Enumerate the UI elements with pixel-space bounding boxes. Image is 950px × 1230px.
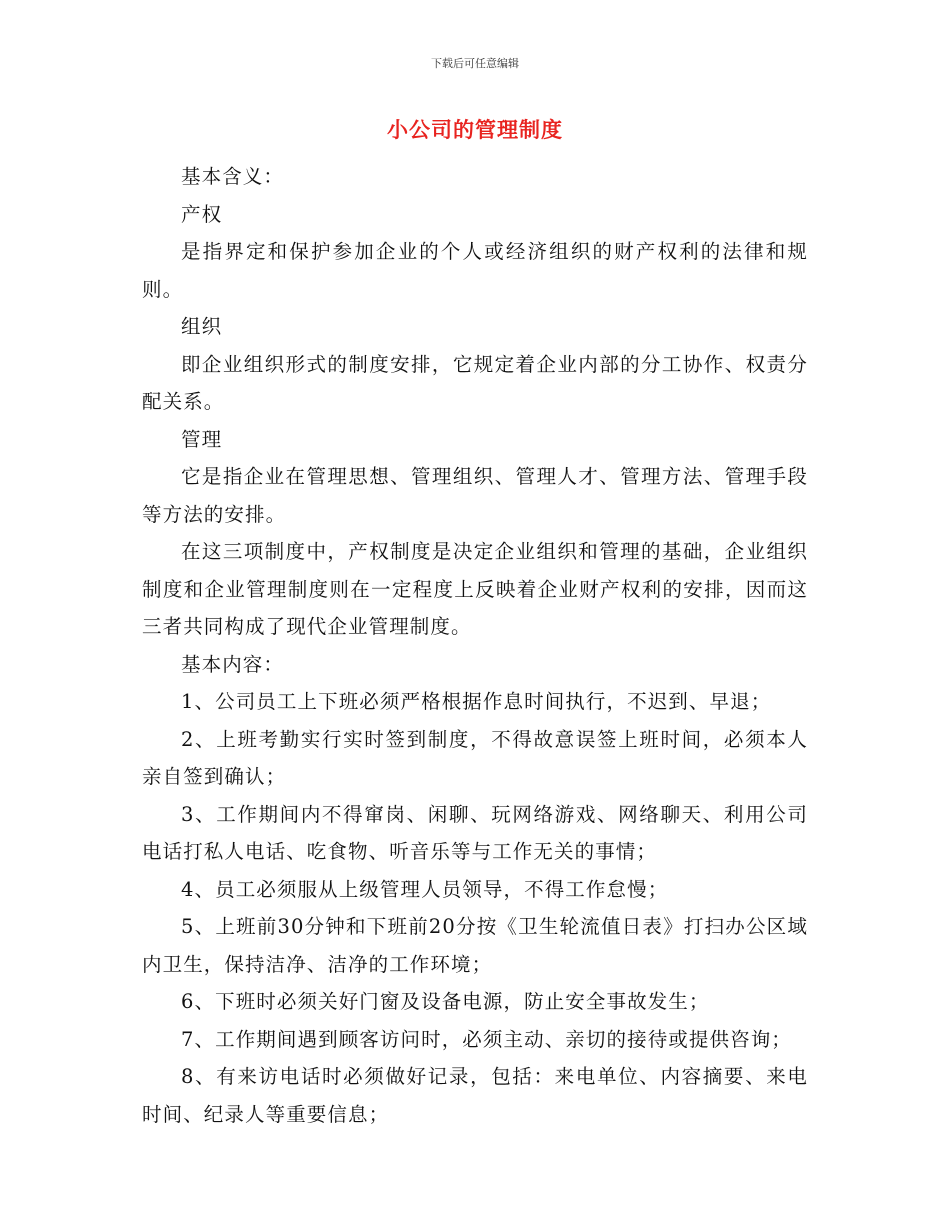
paragraph-summary: 在这三项制度中，产权制度是决定企业组织和管理的基础，企业组织制度和企业管理制度则在一定程度上反映着企业财产权利的安排，因而这三者共同构成了现代企业管理制度。 (142, 540, 808, 638)
paragraph-property-rights-heading: 产权 (181, 202, 223, 226)
paragraph-basic-meaning-heading: 基本含义： (181, 165, 285, 188)
rule-item-6: 6、下班时必须关好门窗及设备电源，防止安全事故发生； (181, 990, 710, 1013)
rule-item-7: 7、工作期间遇到顾客访问时，必须主动、亲切的接待或提供咨询； (181, 1027, 792, 1051)
paragraph-basic-content-heading: 基本内容： (181, 652, 285, 676)
paragraph-property-rights-text: 是指界定和保护参加企业的个人或经济组织的财产权利的法律和规则。 (142, 240, 808, 301)
rule-item-3: 3、工作期间内不得窜岗、闲聊、玩网络游戏、网络聊天、利用公司电话打私人电话、吃食物、听音乐等与工作无关的事情； (142, 802, 808, 863)
document-title: 小公司的管理制度 (387, 118, 563, 142)
rule-item-5: 5、上班前30分钟和下班前20分按《卫生轮流值日表》打扫办公区域内卫生，保持洁净、洁净的工作环境； (142, 915, 808, 976)
document-body (142, 158, 808, 1133)
rule-item-4: 4、员工必须服从上级管理人员领导，不得工作怠慢； (181, 877, 669, 901)
paragraph-organization-text: 即企业组织形式的制度安排，它规定着企业内部的分工协作、权责分配关系。 (142, 352, 808, 413)
rule-item-8: 8、有来访电话时必须做好记录，包括：来电单位、内容摘要、来电时间、纪录人等重要信息； (142, 1065, 808, 1126)
paragraph-organization-heading: 组织 (181, 315, 223, 338)
header-note: 下载后可任意编辑 (431, 57, 519, 70)
rule-item-2: 2、上班考勤实行实时签到制度，不得故意误签上班时间，必须本人亲自签到确认； (142, 727, 808, 788)
paragraph-management-text: 它是指企业在管理思想、管理组织、管理人才、管理方法、管理手段等方法的安排。 (142, 465, 808, 526)
rule-item-1: 1、公司员工上下班必须严格根据作息时间执行，不迟到、早退； (181, 690, 772, 713)
paragraph-management-heading: 管理 (181, 427, 223, 451)
